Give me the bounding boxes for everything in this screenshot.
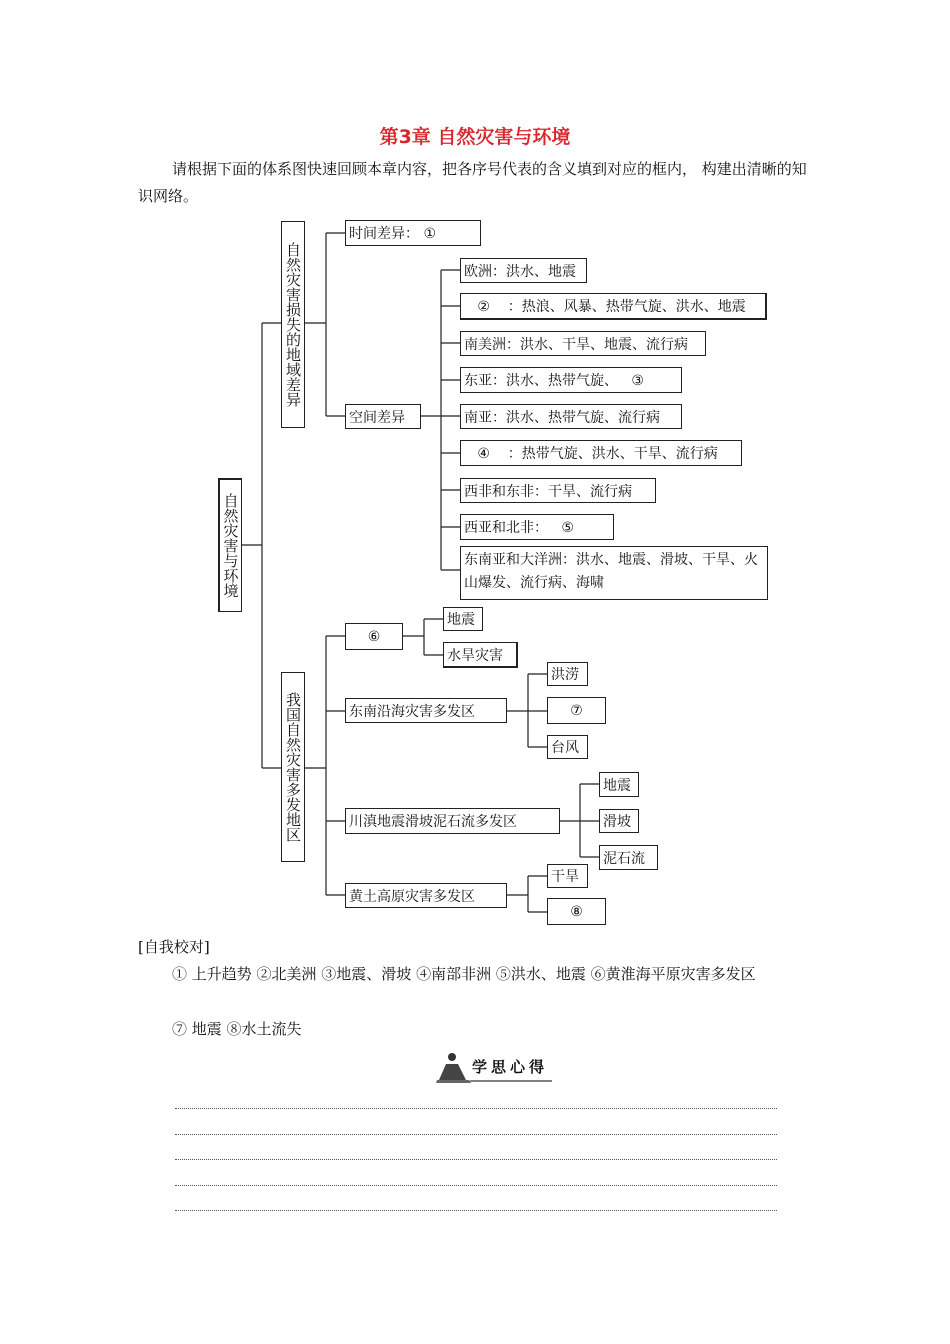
writing-line <box>175 1159 777 1160</box>
space-difference-box: 空间差异 <box>345 404 421 429</box>
area6-item-flood-drought: 水旱灾害 <box>443 642 518 668</box>
region-west-east-africa: 西非和东非：干旱、流行病 <box>460 478 656 503</box>
region-blank-4: ④ ：热带气旋、洪水、干旱、流行病 <box>460 440 742 466</box>
region-southeast-asia-oceania: 东南亚和大洋洲：洪水、地震、滑坡、干旱、火山爆发、流行病、海啸 <box>460 546 768 600</box>
region-south-america: 南美洲：洪水、干旱、地震、流行病 <box>460 331 706 356</box>
page-title: 第3章 自然灾害与环境 <box>379 126 571 148</box>
answers-line-2: ⑦ 地震 ⑧水土流失 <box>172 1020 302 1038</box>
area-southeast-coast: 东南沿海灾害多发区 <box>345 698 507 723</box>
loess-item-blank-8: ⑧ <box>547 898 606 925</box>
area-loess-plateau: 黄土高原灾害多发区 <box>345 883 507 908</box>
sichuan-item-earthquake: 地震 <box>599 772 639 797</box>
area-blank-6: ⑥ <box>345 623 403 650</box>
logo-text: 学思心得 <box>472 1058 549 1076</box>
southeast-item-typhoon: 台风 <box>547 735 588 759</box>
writing-line <box>175 1185 777 1186</box>
loess-item-drought: 干旱 <box>547 864 588 888</box>
writing-line <box>175 1108 777 1109</box>
region-east-asia: 东亚：洪水、热带气旋、 ③ <box>460 367 682 393</box>
branch-china-hazard-areas: 我国自然灾害多发地区 <box>281 672 305 862</box>
root-node: 自然灾害与环境 <box>218 478 242 612</box>
intro-paragraph: 请根据下面的体系图快速回顾本章内容，把各序号代表的含义填到对应的框内， 构建出清晰的知识网络。 <box>138 160 807 205</box>
region-blank-2: ② ：热浪、风暴、热带气旋、洪水、地震 <box>460 293 767 320</box>
answers-line-1: ① 上升趋势 ②北美洲 ③地震、滑坡 ④南部非洲 ⑤洪水、地震 ⑥黄淮海平原灾害多发区 <box>172 965 756 983</box>
region-south-asia: 南亚：洪水、热带气旋、流行病 <box>460 404 682 429</box>
area-sichuan-yunnan: 川滇地震滑坡泥石流多发区 <box>345 808 560 834</box>
answers-heading: [自我校对] <box>138 938 210 956</box>
branch-regional-difference: 自然灾害损失的地域差异 <box>281 221 305 428</box>
region-west-asia-north-africa: 西亚和北非： ⑤ <box>460 514 614 540</box>
sichuan-item-landslide: 滑坡 <box>599 809 639 833</box>
southeast-item-blank-7: ⑦ <box>547 697 606 724</box>
writing-line <box>175 1210 777 1211</box>
region-europe: 欧洲：洪水、地震 <box>460 258 587 283</box>
writing-line <box>175 1134 777 1135</box>
sichuan-item-mudflow: 泥石流 <box>599 845 658 870</box>
time-difference-box: 时间差异： ① <box>345 220 481 246</box>
area6-item-earthquake: 地震 <box>443 607 483 631</box>
southeast-item-flood: 洪涝 <box>547 662 588 686</box>
